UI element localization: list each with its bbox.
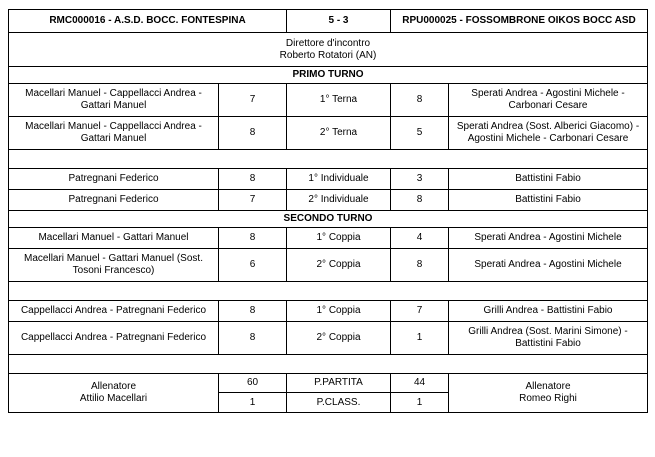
spacer-cell — [9, 355, 648, 374]
away-coach-label: Allenatore — [525, 381, 571, 392]
home-score: 8 — [219, 322, 287, 355]
section-title-second: SECONDO TURNO — [9, 211, 648, 228]
away-players: Sperati Andrea - Agostini Michele - Carbonari Cesare — [449, 84, 648, 117]
home-players: Cappellacci Andrea - Patregnani Federico — [9, 322, 219, 355]
section-row — [9, 67, 648, 84]
home-score: 8 — [219, 301, 287, 322]
footer-row — [9, 374, 648, 393]
home-players: Macellari Manuel - Cappellacci Andrea - Gattari Manuel — [9, 84, 219, 117]
away-score: 7 — [391, 301, 449, 322]
match-row — [9, 322, 648, 355]
director-name: Roberto Rotatori (AN) — [279, 49, 377, 61]
match-type: 1° Individuale — [287, 169, 391, 190]
section-row — [9, 211, 648, 228]
away-coach-name: Romeo Righi — [519, 393, 577, 404]
match-type: 2° Individuale — [287, 190, 391, 211]
away-class-points: 1 — [391, 393, 449, 413]
home-players: Macellari Manuel - Gattari Manuel — [9, 228, 219, 249]
director-cell — [9, 33, 648, 67]
match-type: 1° Coppia — [287, 228, 391, 249]
away-score: 3 — [391, 169, 449, 190]
home-players: Patregnani Federico — [9, 169, 219, 190]
away-score: 5 — [391, 117, 449, 150]
home-coach-cell — [9, 374, 219, 413]
home-players: Patregnani Federico — [9, 190, 219, 211]
match-row — [9, 190, 648, 211]
away-players: Sperati Andrea - Agostini Michele — [449, 249, 648, 282]
final-score: 5 - 3 — [287, 10, 391, 33]
away-match-points: 44 — [391, 374, 449, 393]
away-players: Sperati Andrea (Sost. Alberici Giacomo) - Agostini Michele - Carbonari Cesare — [449, 117, 648, 150]
home-score: 8 — [219, 169, 287, 190]
match-type: 1° Coppia — [287, 301, 391, 322]
director-label: Direttore d'incontro — [285, 37, 371, 49]
away-score: 8 — [391, 249, 449, 282]
match-report-table — [8, 9, 648, 413]
away-score: 8 — [391, 190, 449, 211]
away-players: Battistini Fabio — [449, 169, 648, 190]
away-team-code: RPU000025 - FOSSOMBRONE OIKOS BOCC ASD — [391, 10, 648, 33]
home-team-code: RMC000016 - A.S.D. BOCC. FONTESPINA — [9, 10, 287, 33]
match-type: 2° Coppia — [287, 249, 391, 282]
spacer-row — [9, 282, 648, 301]
home-players: Cappellacci Andrea - Patregnani Federico — [9, 301, 219, 322]
home-coach-label: Allenatore — [90, 381, 137, 392]
home-coach-name: Attilio Macellari — [79, 393, 148, 404]
away-coach-cell — [449, 374, 648, 413]
home-score: 8 — [219, 117, 287, 150]
match-type: 2° Terna — [287, 117, 391, 150]
home-score: 6 — [219, 249, 287, 282]
section-title-first: PRIMO TURNO — [9, 67, 648, 84]
match-type: 2° Coppia — [287, 322, 391, 355]
spacer-row — [9, 355, 648, 374]
away-players: Sperati Andrea - Agostini Michele — [449, 228, 648, 249]
match-row — [9, 84, 648, 117]
home-class-points: 1 — [219, 393, 287, 413]
spacer-row — [9, 150, 648, 169]
home-match-points: 60 — [219, 374, 287, 393]
match-row — [9, 249, 648, 282]
header-row — [9, 10, 648, 33]
match-row — [9, 301, 648, 322]
home-score: 7 — [219, 84, 287, 117]
away-players: Grilli Andrea - Battistini Fabio — [449, 301, 648, 322]
spacer-cell — [9, 282, 648, 301]
match-type: 1° Terna — [287, 84, 391, 117]
home-score: 7 — [219, 190, 287, 211]
director-row — [9, 33, 648, 67]
home-players: Macellari Manuel - Gattari Manuel (Sost. Tosoni Francesco) — [9, 249, 219, 282]
away-score: 4 — [391, 228, 449, 249]
spacer-cell — [9, 150, 648, 169]
away-players: Battistini Fabio — [449, 190, 648, 211]
match-row — [9, 117, 648, 150]
match-points-label: P.PARTITA — [287, 374, 391, 393]
home-players: Macellari Manuel - Cappellacci Andrea - Gattari Manuel — [9, 117, 219, 150]
class-points-label: P.CLASS. — [287, 393, 391, 413]
away-score: 8 — [391, 84, 449, 117]
away-score: 1 — [391, 322, 449, 355]
home-score: 8 — [219, 228, 287, 249]
match-row — [9, 228, 648, 249]
away-players: Grilli Andrea (Sost. Marini Simone) - Battistini Fabio — [449, 322, 648, 355]
match-row — [9, 169, 648, 190]
